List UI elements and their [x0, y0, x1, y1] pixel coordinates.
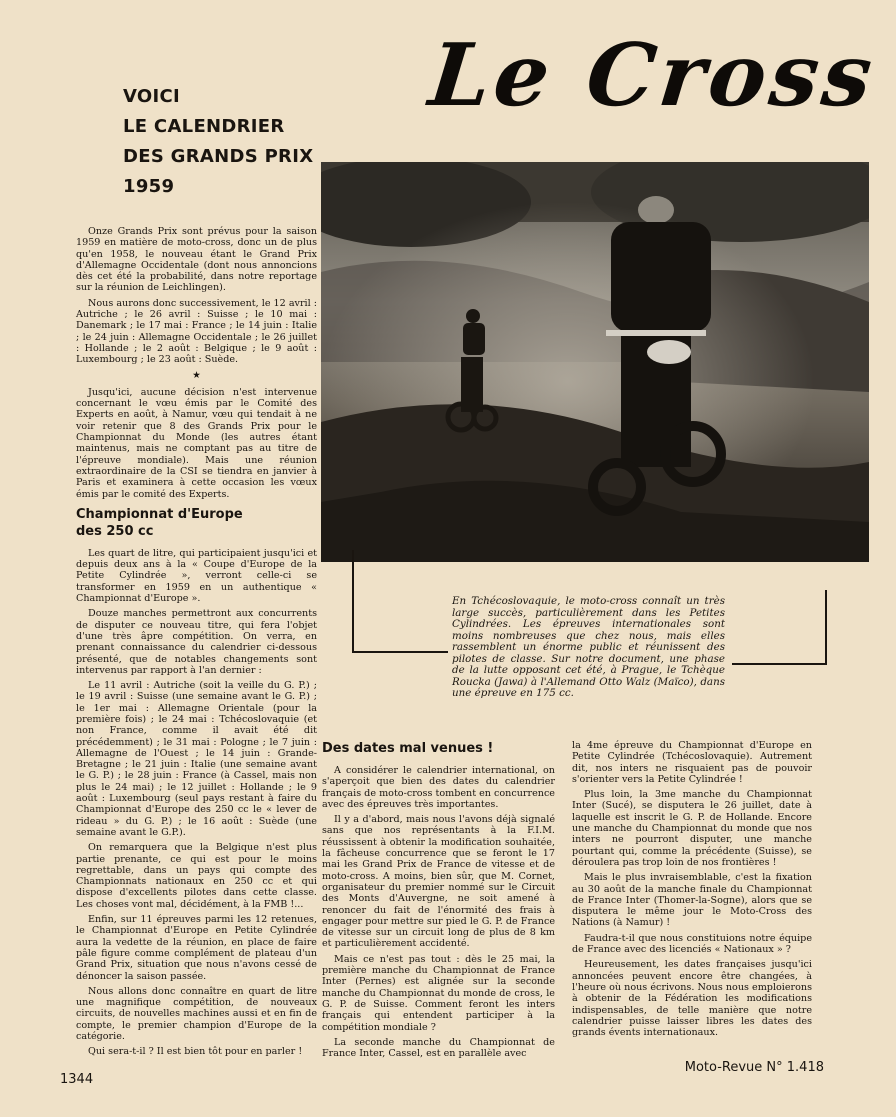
paragraph: Jusqu'ici, aucune décision n'est intervenue concernant le vœu émis par le Comité des Experts en août, à Namur, vœu qui tendait à ne voir retenir que 8 des Grands Prix pour le Championnat du Monde (les autres étant maintenus, mais ne comptant pas au titre de l'épreuve mondiale). Mais une réunion extraordinaire de la CSI se tiendra en janvier à Paris et examinera à cette occasion les vœux émis par le comité des Experts.: [76, 386, 317, 500]
left-column: [76, 226, 317, 1062]
star-divider-icon: ★: [192, 369, 201, 381]
paragraph: A considérer le calendrier international, on s'aperçoit que bien des dates du calendrier français de moto-cross tombent en concurrence avec des épreuves très importantes.: [322, 765, 555, 810]
caption-text: En Tchécoslovaquie, le moto-cross connaît un très large succès, particulièrement dans les Petites Cylindrées. Les épreuves internationales sont moins nombreuses que chez nous, mais elles rassemblent un énorme public et réunissent des pilotes de classe. Sur notre document, une phase de la lutte opposant cet été, à Prague, le Tchèque Roucka (Jawa) à l'Allemand Otto Walz (Maïco), dans une épreuve en 175 cc.: [452, 595, 725, 699]
paragraph: Onze Grands Prix sont prévus pour la saison 1959 en matière de moto-cross, donc un de plus qu'en 1958, le nouveau étant le Grand Prix d'Allemagne Occidentale (dont nous annoncions dès cet été la probabilité, dans notre reportage sur la réunion de Leichlingen).: [76, 226, 317, 294]
right-column: [572, 740, 812, 1042]
paragraph: Heureusement, les dates françaises jusqu'ici annoncées peuvent encore être changées, à l'heure où nous écrivons. Nous nous emploierons à obtenir de la Fédération les modifications indispensables, de telle manière que notre calendrier puisse laisser libres les dates des grands évents internationaux.: [572, 959, 812, 1039]
paragraph: Faudra-t-il que nous constituions notre équipe de France avec des licenciés « Nationaux » ?: [572, 932, 812, 956]
paragraph: Douze manches permettront aux concurrents de disputer ce nouveau titre, qui fera l'objet d'une très âpre compétition. On verra, en prenant connaissance du calendrier ci-dessous présenté, que de notables changements sont intervenus par rapport à l'an dernier :: [76, 608, 317, 676]
paragraph: Plus loin, la 3me manche du Championnat Inter (Sucé), se disputera le 26 juillet, date à laquelle est inscrit le G. P. de Hollande. Encore une manche du Championnat du monde que nos inters ne pourront disputer, une manche pourtant qui, comme la précédente (Suisse), se déroulera pas trop loin de nos frontières !: [572, 789, 812, 868]
section-masthead: Le Cross: [424, 25, 881, 126]
paragraph: Le 11 avril : Autriche (soit la veille du G. P.) ; le 19 avril : Suisse (une semaine avant le G. P.) ; le 1er mai : Allemagne Orientale (pour la première fois) ; le 24 mai : Tchécoslovaquie (et non France, comme il avait été dit précédemment) ; le 31 mai : Pologne ; le 7 juin : Allemagne de l'Ouest ; le 14 juin : Grande-Bretagne ; le 21 juin : Italie (une semaine avant le G. P.) ; le 28 juin : France (à Cassel, mais non plus le 24 mai) ; le 12 juillet : Hollande ; le 9 août : Luxembourg (seul pays restant à faire du Championnat d'Europe des 250 cc le « lever de rideau » du G. P.) ; le 16 août : Suède (une semaine avant le G.P.).: [76, 680, 317, 838]
section-heading: [76, 506, 317, 540]
middle-column: [322, 740, 555, 1063]
paragraph: Il y a d'abord, mais nous l'avons déjà signalé sans que nos représentants à la F.I.M. réussissent à obtenir la modification souhaitée, la fâcheuse concurrence que se feront le 17 mai les Grand Prix de France de vitesse et de moto-cross. A moins, bien sûr, que M. Cornet, organisateur du premier nommé sur le Circuit des Monts d'Auvergne, ne soit amené à renoncer du fait de l'énormité des frais à engager pour mettre sur pied le G. P. de France de vitesse sur un circuit long de plus de 8 km et particulièrement accidenté.: [322, 814, 555, 950]
motocross-photo: [321, 162, 869, 562]
photo-caption: [452, 596, 725, 700]
paragraph: Mais le plus invraisemblable, c'est la fixation au 30 août de la manche finale du Championnat de France Inter (Thomer-la-Sogne), alors que se disputera le même jour le Moto-Cross des Nations (à Namur) !: [572, 872, 812, 929]
page-number: 1344: [60, 1072, 94, 1087]
magazine-issue: Moto-Revue N° 1.418: [684, 1060, 824, 1075]
paragraph: Enfin, sur 11 épreuves parmi les 12 retenues, le Championnat d'Europe en Petite Cylindrée aura la vedette de la réunion, en place de faire pâle figure comme complément de plateau d'un Grand Prix, situation que nous n'avons cessé de dénoncer la saison passée.: [76, 914, 317, 982]
paragraph: Qui sera-t-il ? Il est bien tôt pour en parler !: [88, 1046, 303, 1058]
kicker-line: LE CALENDRIER: [123, 116, 285, 137]
kicker-line: 1959: [123, 176, 175, 197]
paragraph: Les quart de litre, qui participaient jusqu'ici et depuis deux ans à la « Coupe d'Europe de la Petite Cylindrée », verront celle-ci se transformer en 1959 en un authentique « Championnat d'Europe ».: [76, 547, 317, 605]
heading-line: Championnat d'Europe: [76, 506, 243, 522]
paragraph: Nous aurons donc successivement, le 12 avril : Autriche ; le 26 avril : Suisse ; le 10 mai : Danemark ; le 17 mai : France ; le 14 juin : Italie ; le 24 juin : Allemagne Occidentale ; le 26 juillet : Hollande ; le 2 août : Belgique ; le 9 août : Luxembourg ; le 23 août : Suède.: [76, 297, 317, 366]
motocross-photo-image: [321, 162, 869, 562]
heading-line: des 250 cc: [76, 523, 154, 539]
kicker-line: VOICI: [123, 86, 181, 107]
paragraph: Nous allons donc connaître en quart de litre une magnifique compétition, de nouveaux circuits, de nouvelles machines aussi et en fin de compte, le premier champion d'Europe de la catégorie.: [76, 985, 317, 1042]
paragraph: Mais ce n'est pas tout : dès le 25 mai, la première manche du Championnat de France Inter (Pernes) est alignée sur la seconde manche du Championnat du monde de cross, le G. P. de Suisse. Comment feront les inters français qui entendent participer à la compétition mondiale ?: [322, 953, 555, 1033]
paragraph: La seconde manche du Championnat de France Inter, Cassel, est en parallèle avec: [322, 1036, 555, 1060]
article-kicker: [123, 82, 323, 202]
paragraph: On remarquera que la Belgique n'est plus partie prenante, ce qui est pour le moins regrettable, dans un pays qui compte des Championnats nationaux en 250 cc et qui dispose d'excellents pilotes dans cette classe. Les choses vont mal, décidément, à la FMB !...: [76, 842, 317, 910]
kicker-line: DES GRANDS PRIX: [123, 146, 314, 167]
section-heading: Des dates mal venues !: [322, 741, 494, 756]
paragraph: la 4me épreuve du Championnat d'Europe en Petite Cylindrée (Tchécoslovaquie). Autrement dit, nos inters ne risquaient pas de pouvoir s'orienter vers la Petite Cylindrée !: [572, 740, 812, 785]
